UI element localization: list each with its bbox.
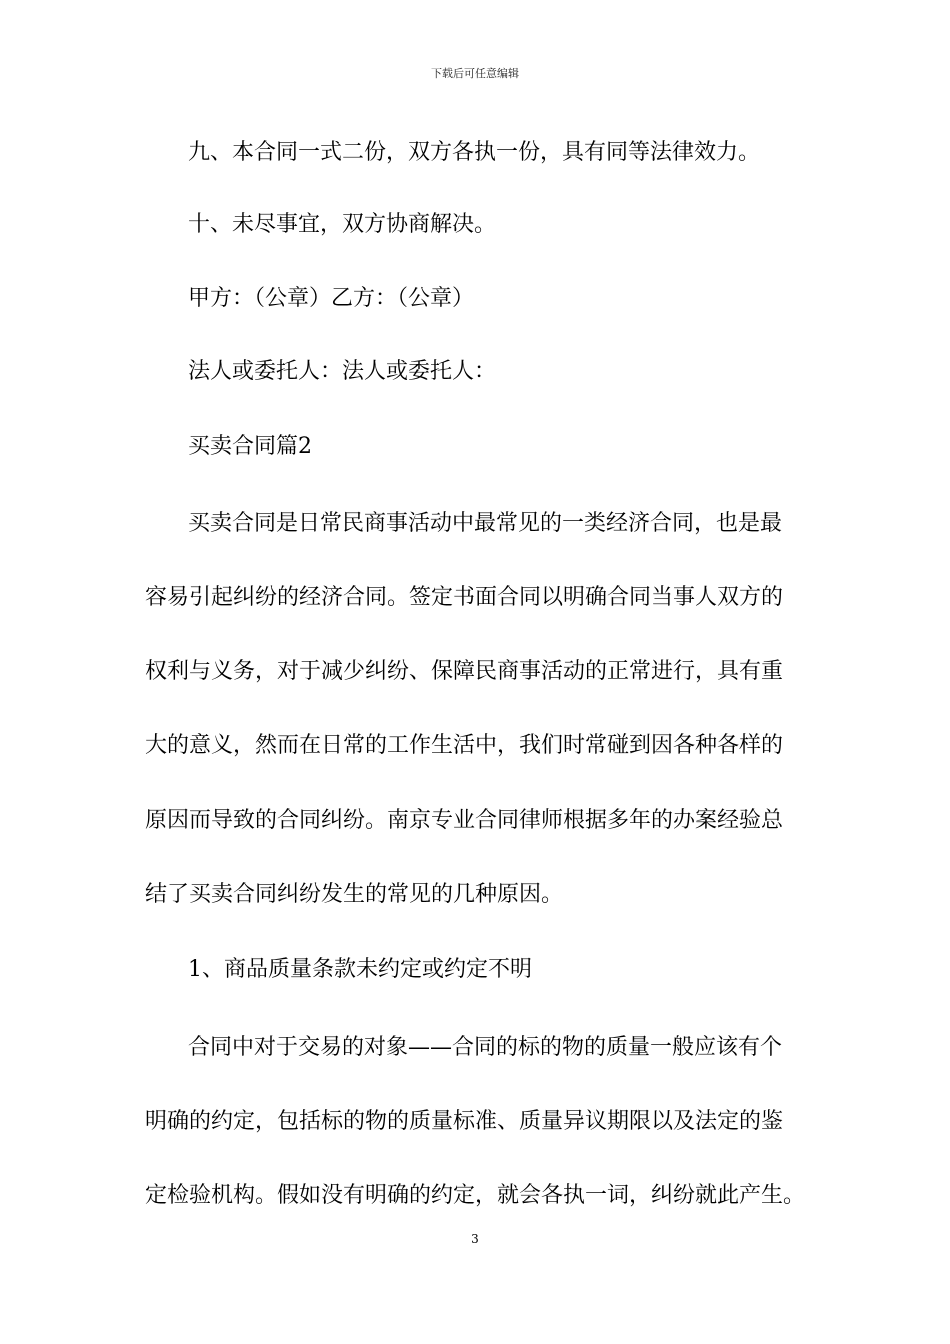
signature-seal-line: 甲方：（公章）乙方：（公章）: [188, 286, 475, 311]
section-heading: 买卖合同篇2: [188, 434, 312, 459]
paragraph-line: 合同中对于交易的对象——合同的标的物的质量一般应该有个: [188, 1035, 783, 1060]
paragraph-line: 明确的约定，包括标的物的质量标准、质量异议期限以及法定的鉴: [145, 1109, 784, 1134]
paragraph-line: 原因而导致的合同纠纷。南京专业合同律师根据多年的办案经验总: [145, 808, 784, 833]
paragraph-line: 定检验机构。假如没有明确的约定，就会各执一词，纠纷就此产生。: [145, 1183, 806, 1208]
subheading-quality-clause: 1、商品质量条款未约定或约定不明: [188, 957, 532, 982]
paragraph-line: 买卖合同是日常民商事活动中最常见的一类经济合同，也是最: [188, 511, 783, 536]
signature-representative-line: 法人或委托人：法人或委托人：: [188, 359, 497, 384]
clause-ten: 十、未尽事宜，双方协商解决。: [188, 212, 497, 237]
paragraph-line: 大的意义，然而在日常的工作生活中，我们时常碰到因各种各样的: [145, 733, 784, 758]
page-number: 3: [471, 1232, 479, 1246]
clause-nine: 九、本合同一式二份，双方各执一份，具有同等法律效力。: [188, 140, 761, 165]
page-header: 下载后可任意编辑: [431, 67, 519, 80]
paragraph-line: 容易引起纠纷的经济合同。签定书面合同以明确合同当事人双方的: [145, 585, 784, 610]
paragraph-line: 结了买卖合同纠纷发生的常见的几种原因。: [145, 882, 564, 907]
paragraph-line: 权利与义务，对于减少纠纷、保障民商事活动的正常进行，具有重: [145, 659, 784, 684]
